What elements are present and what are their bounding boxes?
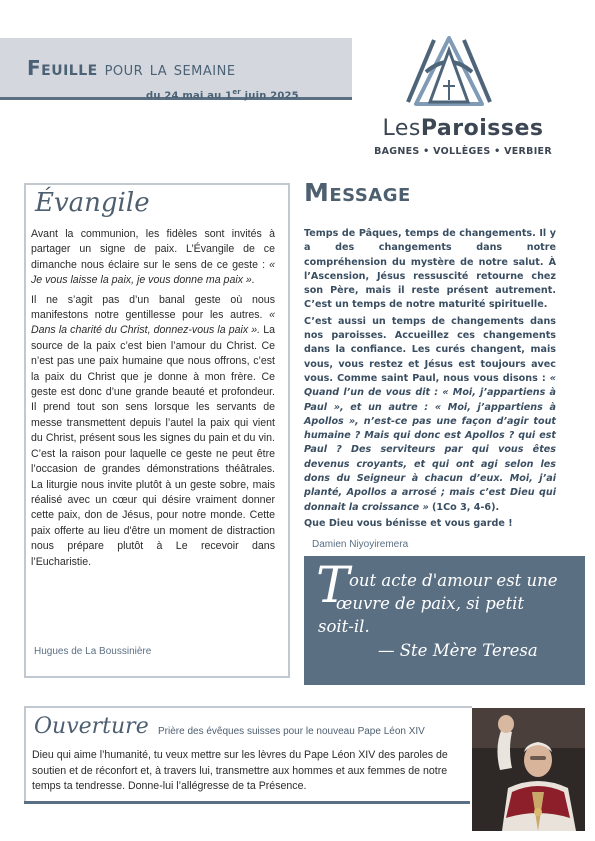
ouverture-text: Dieu qui aime l’humanité, tu veux mettre sur les lèvres du Pape Léon XIV des paroles de soutien et de réconfort et, à travers lui, transmettre aux hommes et aux femmes de notre temps ta tendresse. Donne-lui l’allégresse de ta Présence. (32, 749, 448, 792)
date-range-sup: er (232, 88, 241, 96)
evangile-p1-quote: « Je vous laisse la paix, je vous donne ma paix ». (31, 258, 275, 287)
quote-line: out acte d'amour est une (349, 571, 558, 590)
logo-subtitle: BAGNES • VOLLÈGES • VERBIER (374, 146, 552, 157)
logo-wordmark (368, 116, 558, 141)
message-signature: Damien Niyoyiremera (312, 539, 409, 550)
message-p2-ref: (1Co 3, 4-6). (428, 501, 500, 513)
message-p1: Temps de Pâques, temps de changements. Il y a des changements dans notre compréhension du mystère de notre salut. À l’Ascension, Jésus ressuscité retourne chez son Père, mais il reste présent autrement. C’est un temps de notre maturité spirituelle. (304, 228, 556, 311)
logo-les: Les (382, 116, 421, 141)
parish-logo-icon (404, 32, 494, 114)
message-title: Message (304, 178, 411, 207)
message-p2-text: C’est aussi un temps de changements dans nos paroisses. Accueillez ces changements dans la confiance. Les curés changent, mais vous, vous restez et Jésus est toujours avec vous. Comme saint Paul, nous vous disons : (304, 315, 556, 384)
message-p2-quote: « Quand l’un de vous dit : « Moi, j’appartiens à Paul », et un autre : « Moi, j’appartiens à Apollos », n’est-ce pas une façon d’agir tout humaine ? Mais qui donc est Apollos ? qui est Paul ? Des serviteurs par qui vous êtes devenus croyants, et qui ont agi selon les dons du Seigneur à chacun d’eux. Moi, j’ai planté, Apollos a arrosé ; mais c’est Dieu qui donnait la croissance » (304, 372, 556, 513)
quote-line: soit-il. (318, 617, 370, 636)
date-range-prefix: du 24 mai au 1 (146, 90, 233, 102)
ouverture-title: Ouverture (34, 714, 149, 739)
evangile-paragraph (31, 293, 275, 570)
date-range-suffix: juin 2025 (240, 90, 299, 102)
evangile-title: Évangile (35, 188, 150, 218)
quote-author: — Ste Mère Teresa (378, 641, 538, 660)
quote-line: œuvre de paix, si petit (336, 594, 525, 613)
date-range (146, 88, 299, 101)
message-p3: Que Dieu vous bénisse et vous garde ! (304, 517, 513, 529)
evangile-signature: Hugues de La Boussinière (34, 646, 152, 657)
message-text (304, 227, 556, 533)
page-title (27, 56, 236, 80)
page-title-rest: pour la semaine (104, 58, 236, 80)
evangile-p1-text: Avant la communion, les fidèles sont invités à partager un signe de paix. L’Évangile de ce dimanche nous éclaire sur le sens de ce geste : (31, 228, 275, 271)
pope-photo (472, 708, 585, 831)
quote-initial: T (316, 556, 350, 614)
evangile-paragraph (31, 227, 275, 289)
evangile-p2-rest: La source de la paix c’est bien l’amour du Christ. Ce n’est pas une paix humaine que nous offrons, c’est la paix du Christ que je donne à mon frère. Ce geste est donc d’une grande beauté et profondeur. Il prend tout son sens lorsque les servants de messe transmettent depuis l’autel la paix qui vient du Christ, présent sous les signes du pain et du vin. C’est la raison pour laquelle ce geste ne peut être l’occasion de grandes démonstrations théâtrales. La liturgie nous invite plutôt à un geste sobre, mais réalisé avec un cœur qui désire vraiment donner cette paix, don de Jésus, pour notre monde. Cette paix offerte au lieu d'être un moment de distraction nous prépare plutôt à Le recevoir dans l’Eucharistie. (31, 324, 275, 568)
message-paragraph (304, 315, 556, 515)
page-title-bold: Feuille (27, 56, 98, 80)
evangile-p2-quote: « Dans la charité du Christ, donnez-vous la paix ». (31, 309, 275, 337)
ouverture-rule (24, 801, 470, 804)
ouverture-subtitle: Prière des évêques suisses pour le nouveau Pape Léon XIV (158, 726, 425, 737)
evangile-text (31, 227, 275, 574)
logo-paroisses: Paroisses (420, 116, 544, 141)
evangile-p2-text: Il ne s’agit pas d’un banal geste où nous manifestons notre gentillesse pour les autres. (31, 293, 275, 322)
